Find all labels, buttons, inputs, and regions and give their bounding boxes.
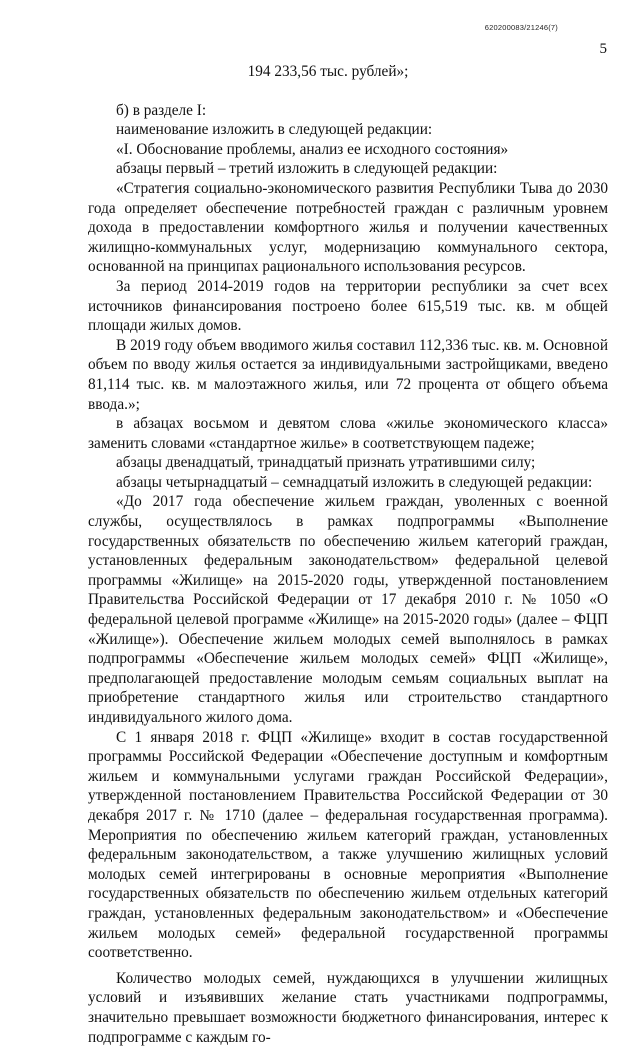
paragraph: «До 2017 года обеспечение жильем граждан, уволенных с военной службы, осуществлялось в рамках подпрограммы «Выполнение государственных обязательств по обеспечению жильем категорий граждан, установленных федеральным законодательством» федеральной целевой программы «Жилище» на 2015-2020 годы, утвержденной постановлением Правительства Российской Федерации от 17 декабря 2010 г. № 1050 «О федеральной целевой программе «Жилище» на 2015-2020 годы» (далее – ФЦП «Жилище»). Обеспечение жильем молодых семей выполнялось в рамках подпрограммы «Обеспечение жильем молодых семей» ФЦП «Жилище», предполагающей предоставление молодым семьям социальных выплат на приобретение стандартного жилья или строительство стандартного индивидуального жилого дома. xyxy=(88,493,608,726)
paragraph: в абзацах восьмом и девятом слова «жилье экономического класса» заменить словами «стандартное жилье» в соответствующем падеже; xyxy=(88,415,608,452)
amount-line: 194 233,56 тыс. рублей»; xyxy=(247,63,409,80)
paragraph: наименование изложить в следующей редакции: xyxy=(116,121,433,139)
document-code: 620200083/21246(7) xyxy=(484,23,558,32)
page-number: 5 xyxy=(599,41,607,57)
paragraph: «Стратегия социально-экономического развития Республики Тыва до 2030 года определяет обеспечение потребностей граждан с различным уровнем дохода в предоставлении комфортного жилья и получении качественных жилищно-коммунальных услуг, модернизацию коммунального сектора, основанной на принципах рационального использования ресурсов. xyxy=(88,179,608,276)
paragraph: За период 2014-2019 годов на территории республики за счет всех источников финансирования построено более 615,519 тыс. кв. м общей площади жилых домов. xyxy=(88,277,608,335)
paragraph: В 2019 году объем вводимого жилья составил 112,336 тыс. кв. м. Основной объем по вводу жилья остается за индивидуальными застройщиками, введено 81,114 тыс. кв. м малоэтажного жилья, или 72 процента от общего объема ввода.»; xyxy=(88,336,608,413)
paragraph: С 1 января 2018 г. ФЦП «Жилище» входит в состав государственной программы Российской Федерации «Обеспечение доступным и комфортным жильем и коммунальными услугами граждан Российской Федерации», утвержденной постановлением Правительства Российской Федерации от 30 декабря 2017 г. № 1710 (далее – федеральная государственная программа). Мероприятия по обеспечению жильем категорий граждан, установленных федеральным законодательством, а также улучшению жилищных условий молодых семей интегрированы в основные мероприятия «Выполнение государственных обязательств по обеспечению жильем отдельных категорий граждан, установленных федеральным законодательством» и «Обеспечение жильем молодых семей» федеральной государственной программы соответственно. xyxy=(88,728,608,962)
paragraph: Количество молодых семей, нуждающихся в улучшении жилищных условий и изъявивших желание стать участниками подпрограммы, значительно превышает возможности бюджетного финансирования, интерес к подпрограмме с каждым го- xyxy=(88,969,608,1046)
section-heading-b: б) в разделе I: xyxy=(116,101,207,119)
document-body xyxy=(88,62,608,1047)
paragraph: абзацы четырнадцатый – семнадцатый изложить в следующей редакции: xyxy=(116,473,593,491)
paragraph: «I. Обоснование проблемы, анализ ее исходного состояния» xyxy=(116,140,509,158)
paragraph: абзацы первый – третий изложить в следующей редакции: xyxy=(116,160,498,178)
paragraph: абзацы двенадцатый, тринадцатый признать утратившими силу; xyxy=(116,454,536,472)
